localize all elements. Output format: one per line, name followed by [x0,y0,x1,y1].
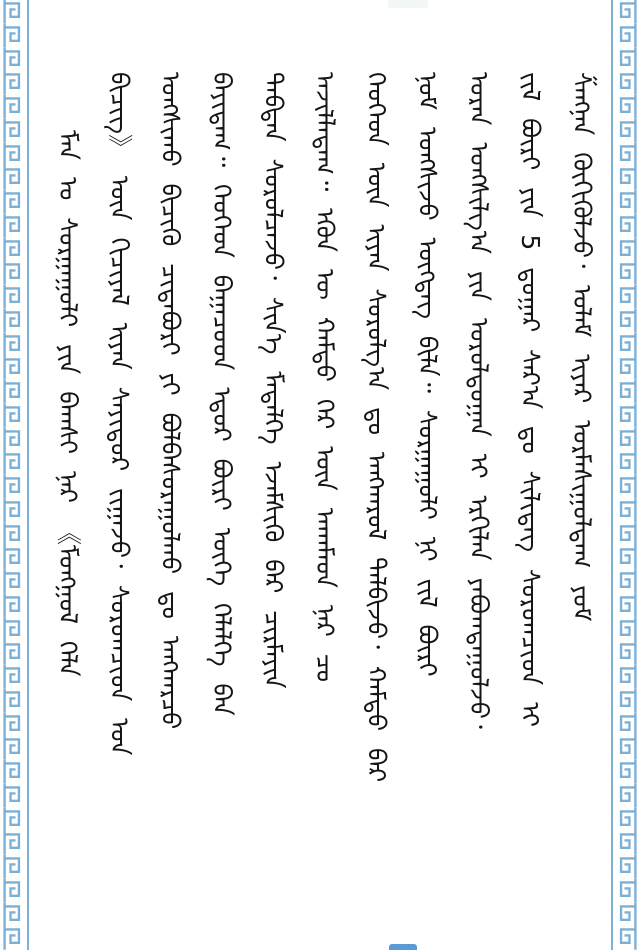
meander-motif-icon [2,333,26,357]
meander-motif-icon [2,713,26,737]
meander-motif-icon [2,879,26,903]
meander-motif-icon [614,48,638,72]
meander-motif-icon [614,285,638,309]
text-column-10: ᠵᠢᠯ ᠪᠦᠷᠢ ᠶᠢᠨ 5 ᠳ᠋ᠤᠭᠠᠷ ᠰᠠᠷ᠎ᠠ ᠳᠤ ᠰᠢᠯᠢᠳᠡᠭ ᠰᠤᠷᠤᠭᠴᠢᠳ ᠢ [515,72,545,727]
meander-motif-icon [2,594,26,618]
mongolian-text-body [42,72,608,888]
meander-motif-icon [2,404,26,428]
meander-motif-icon [614,784,638,808]
meander-motif-icon [614,499,638,523]
meander-motif-icon [2,71,26,95]
meander-motif-icon [2,736,26,760]
meander-motif-icon [2,855,26,879]
meander-motif-icon [614,736,638,760]
meander-motif-icon [2,689,26,713]
meander-motif-icon [2,261,26,285]
meander-motif-icon [614,594,638,618]
meander-motif-icon [614,143,638,167]
meander-motif-icon [614,261,638,285]
meander-motif-icon [614,380,638,404]
meander-motif-icon [2,499,26,523]
meander-motif-icon [614,71,638,95]
meander-motif-icon [614,665,638,689]
border-inner-line-left [27,0,29,950]
meander-motif-icon [2,190,26,214]
meander-motif-icon [2,166,26,190]
meander-motif-icon [2,784,26,808]
meander-motif-icon [2,546,26,570]
meander-motif-icon [2,760,26,784]
meander-motif-icon [614,451,638,475]
meander-motif-icon [2,926,26,950]
meander-motif-icon [2,238,26,262]
meander-motif-icon [614,855,638,879]
meander-motif-icon [614,546,638,570]
meander-motif-icon [614,618,638,642]
meander-motif-icon [614,760,638,784]
text-column-2: ᠪᠢᠴᠢᠭ︾ ᠦᠨ ᠬᠢᠴᠢᠶᠡᠯ ᠢᠶᠡᠨ ᠰᠠᠶᠢᠲᠤᠷ ᠵᠢᠭᠠᠵᠤ᠂ ᠰᠤᠷᠤᠭᠴᠢᠳ ᠤᠨ [104,72,134,756]
meander-motif-icon [614,879,638,903]
meander-motif-icon [614,24,638,48]
meander-motif-icon [2,285,26,309]
text-column-7: ᠬᠡᠦᠬᠡᠳ ᠦᠨ ᠢᠶᠡᠨ ᠰᠤᠷᠤᠯᠭ᠎ᠠ ᠳᠤ ᠠᠩᠬᠠᠷᠤᠯ ᠲᠠᠯᠪᠢᠵᠤ᠂ ᠬᠠᠮᠲᠤ ᠪᠠᠷ [361,72,391,783]
meander-motif-icon [614,404,638,428]
meander-motif-icon [2,641,26,665]
meander-motif-icon [614,689,638,713]
meander-motif-icon [2,119,26,143]
text-column-6: ᠠᠵᠢᠯᠯᠠᠳᠠᠭ᠃ ᠡᠭᠦᠨ ᠦ ᠬᠠᠮᠲᠤ ᠭᠡᠷ ᠦᠨ ᠠᠬᠠᠮᠠᠳ ᠨᠠᠷ ᠴᠤ [310,72,340,683]
meander-motif-icon [614,903,638,927]
meander-motif-icon [614,166,638,190]
text-column-3: ᠤᠩᠰᠢᠬᠤ ᠪᠢᠴᠢᠬᠦ ᠴᠢᠳᠠᠪᠤᠷᠢ ᠶᠢ ᠪᠣᠯᠪᠠᠰᠤᠷᠠᠭᠤᠯᠬᠤ ᠳᠤ ᠠᠩᠬᠠᠷᠴᠤ [156,72,186,730]
meander-motif-icon [2,214,26,238]
meander-motif-icon [2,24,26,48]
meander-motif-icon [2,428,26,452]
meander-motif-icon [614,475,638,499]
meander-motif-icon [614,831,638,855]
text-column-8: ᠨᠣᠮ ᠤᠩᠰᠢᠵᠤ ᠥᠭᠳᠡᠭ ᠪᠢᠯᠡ᠃ ᠰᠤᠷᠭᠠᠭᠤᠯᠢ ᠨᠢ ᠵᠢᠯ ᠪᠦᠷᠢ [413,72,443,677]
greek-key-border-right [614,0,638,950]
meander-motif-icon [2,618,26,642]
meander-motif-icon [614,926,638,950]
border-inner-line-right [611,0,613,950]
text-column-11: ᠱᠠᠩᠨᠠᠨ ᠬᠥᠬᠢᠭᠦᠯᠵᠦ᠂ ᠤᠯᠠᠮ ᠢᠶᠠᠷ ᠤᠷᠮᠠᠰᠢᠭᠤᠯᠳᠠᠭ ᠶᠤᠮ [567,72,597,622]
meander-motif-icon [2,665,26,689]
meander-motif-icon [2,143,26,167]
text-column-4: ᠪᠠᠶᠢᠳᠠᠭ᠃ ᠬᠡᠦᠬᠡᠳ ᠪᠠᠭᠠᠴᠤᠳ ᠡᠳᠦᠷ ᠪᠦᠷᠢ ᠦᠭᠡ ᠬᠡᠯᠡᠯᠭᠡ ᠪᠡᠨ [207,72,237,716]
meander-motif-icon [2,356,26,380]
meander-motif-icon [614,238,638,262]
meander-motif-icon [614,428,638,452]
cropped-element-top [388,0,428,8]
meander-motif-icon [614,570,638,594]
cropped-element-bottom [389,944,417,950]
text-column-9: ᠤᠷᠠᠨ ᠤᠩᠰᠢᠯᠭ᠎ᠠ ᠶᠢᠨ ᠤᠷᠤᠯᠳᠤᠭᠠᠨ ᠢ ᠡᠷᠬᠢᠯᠡᠨ ᠶᠠᠪᠤᠭᠳᠠᠭᠤᠯᠵᠤ᠂ [464,72,494,729]
meander-motif-icon [2,570,26,594]
meander-motif-icon [2,475,26,499]
meander-motif-icon [2,48,26,72]
meander-motif-icon [2,903,26,927]
meander-motif-icon [2,95,26,119]
meander-motif-icon [614,333,638,357]
meander-motif-icon [2,309,26,333]
text-column-1: ᠮᠠᠨ ᠤ ᠰᠤᠷᠭᠠᠭᠤᠯᠢ ᠶᠢᠨ ᠪᠠᠭᠰᠢ ᠨᠠᠷ ︽ᠮᠣᠩᠭᠣᠯ ᠬᠡᠯᠡ [53,130,83,677]
meander-motif-icon [614,309,638,333]
meander-motif-icon [614,0,638,24]
text-column-5: ᠳᠠᠪᠲᠠᠨ ᠰᠤᠷᠤᠯᠴᠠᠵᠤ᠂ ᠰᠢᠨ᠎ᠡ ᠮᠡᠳᠡᠯᠭᠡ ᠡᠵᠡᠮᠰᠢᠬᠦ ᠪᠡᠷ ᠴᠢᠷᠮᠠᠶᠢᠨ [258,72,288,689]
meander-motif-icon [614,190,638,214]
meander-motif-icon [614,808,638,832]
meander-motif-icon [2,451,26,475]
meander-motif-icon [2,831,26,855]
meander-motif-icon [614,214,638,238]
meander-motif-icon [614,95,638,119]
meander-motif-icon [614,641,638,665]
meander-motif-icon [2,0,26,24]
meander-motif-icon [614,119,638,143]
meander-motif-icon [2,808,26,832]
meander-motif-icon [2,380,26,404]
meander-motif-icon [614,713,638,737]
meander-motif-icon [614,356,638,380]
meander-motif-icon [2,523,26,547]
greek-key-border-left [2,0,26,950]
meander-motif-icon [614,523,638,547]
